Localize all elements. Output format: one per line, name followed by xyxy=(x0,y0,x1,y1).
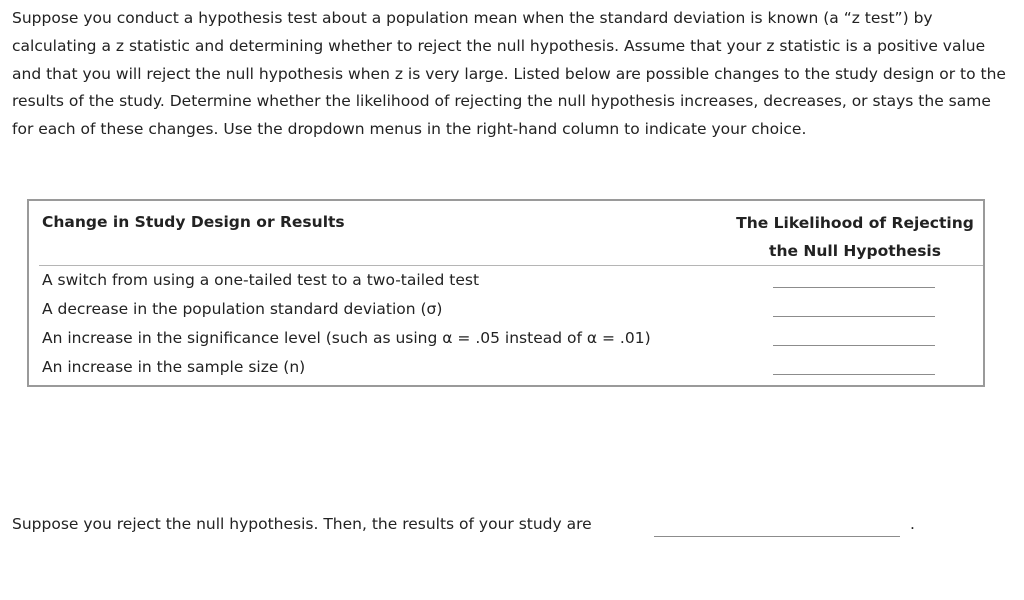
likelihood-table xyxy=(27,199,985,387)
table-header-likelihood-line2: the Null Hypothesis xyxy=(769,242,941,260)
table-header-change: Change in Study Design or Results xyxy=(42,213,345,231)
row-label-increase-alpha: An increase in the significance level (such as using α = .05 instead of α = .01) xyxy=(42,329,651,347)
instructions-paragraph: Suppose you conduct a hypothesis test about a population mean when the standard deviation is known (a “z test”) by calculating a z statistic and determining whether to reject the null hypothesis. Assume that your z statistic is a positive value and that you will reject the null hypothesis when z is very large. Listed below are possible changes to the study design or to the results of the study. Determine whether the likelihood of rejecting the null hypothesis increases, decreases, or stays the same for each of these changes. Use the dropdown menus in the right-hand column to indicate your choice. xyxy=(12,9,1006,139)
table-header-likelihood xyxy=(722,209,988,265)
table-row xyxy=(42,295,972,324)
likelihood-dropdown-2[interactable] xyxy=(773,295,935,317)
row-label-decrease-sd: A decrease in the population standard deviation (σ) xyxy=(42,300,443,318)
table-row xyxy=(42,324,972,353)
table-row xyxy=(42,353,972,382)
row-label-increase-n: An increase in the sample size (n) xyxy=(42,358,306,376)
likelihood-dropdown-4[interactable] xyxy=(773,353,935,375)
likelihood-dropdown-1[interactable] xyxy=(773,266,935,288)
likelihood-dropdown-3[interactable] xyxy=(773,324,935,346)
row-label-one-tailed-to-two-tailed: A switch from using a one-tailed test to a two-tailed test xyxy=(42,271,480,289)
final-period: . xyxy=(910,515,915,533)
table-header-likelihood-line1: The Likelihood of Rejecting xyxy=(736,214,974,232)
final-question-text: Suppose you reject the null hypothesis. Then, the results of your study are xyxy=(12,515,592,533)
table-row xyxy=(42,266,972,295)
results-dropdown[interactable] xyxy=(654,516,900,537)
